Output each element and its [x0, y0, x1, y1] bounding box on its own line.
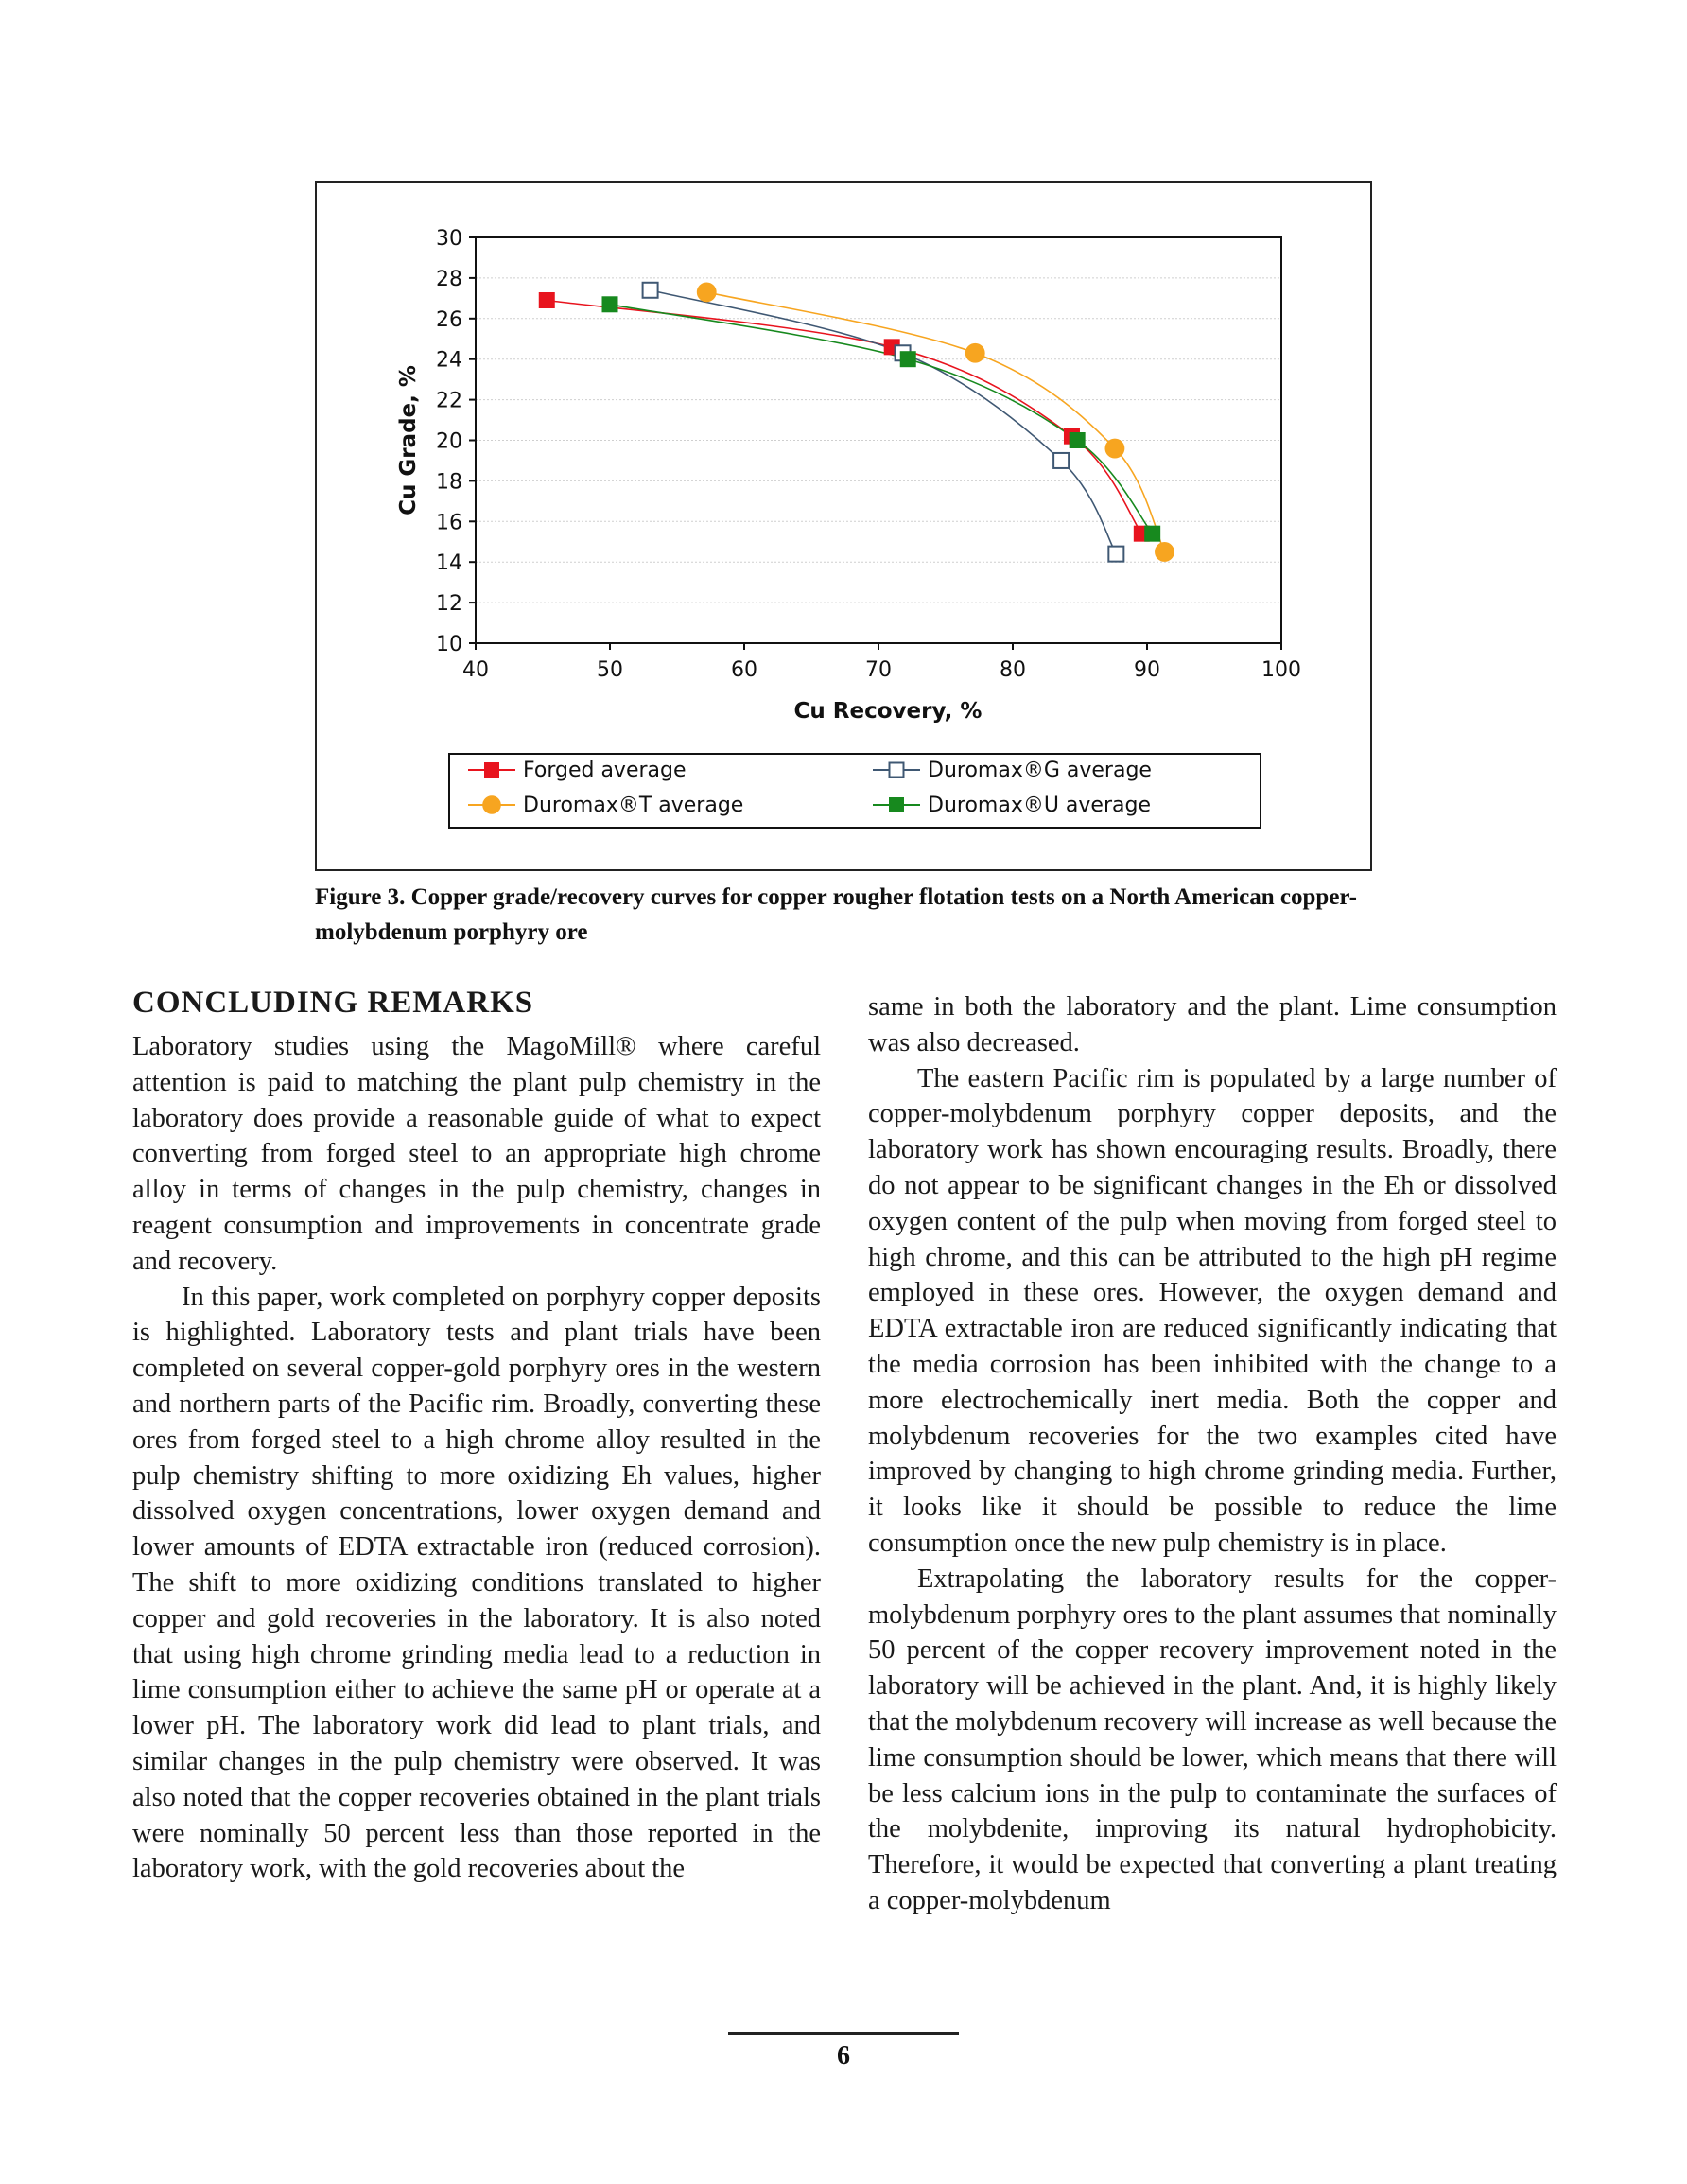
data-point	[1105, 439, 1124, 458]
legend-label: Duromax®U average	[928, 794, 1151, 817]
legend-marker	[890, 763, 904, 778]
left-column	[132, 984, 821, 1887]
data-point	[1108, 547, 1123, 562]
y-axis-label: Cu Grade, %	[396, 365, 421, 515]
figure-3	[315, 181, 1372, 871]
x-tick-label: 100	[1261, 658, 1301, 682]
footer-rule	[728, 2032, 959, 2035]
legend-marker	[483, 796, 501, 814]
x-axis-label: Cu Recovery, %	[793, 699, 983, 724]
x-tick-label: 40	[462, 658, 489, 682]
series-line	[610, 305, 1153, 533]
x-tick-label: 70	[865, 658, 892, 682]
paragraph: Laboratory studies using the MagoMill® where careful attention is paid to matching the plant pulp chemistry in the laboratory does provide a reasonable guide of what to expect converting from forged steel to an appropriate high chrome alloy in terms of changes in the pulp chemistry, changes in reagent consumption and improvements in concentrate grade and recovery.	[132, 1032, 821, 1276]
y-tick-label: 16	[436, 511, 462, 535]
paragraph: same in both the laboratory and the plant. Lime consumption was also decreased.	[868, 992, 1557, 1057]
y-tick-label: 28	[436, 267, 462, 291]
data-point	[602, 297, 617, 312]
y-tick-label: 26	[436, 307, 462, 332]
data-point	[643, 283, 658, 298]
grade-recovery-chart	[317, 183, 1370, 869]
series-line	[651, 290, 1117, 554]
x-tick-label: 60	[731, 658, 757, 682]
data-point	[965, 343, 984, 362]
y-tick-label: 18	[436, 470, 462, 495]
x-tick-label: 50	[597, 658, 623, 682]
x-tick-label: 80	[1000, 658, 1026, 682]
figure-caption: Figure 3. Copper grade/recovery curves for copper rougher flotation tests on a North American copper-molybdenum porphyry ore	[315, 884, 1357, 945]
legend-label: Forged average	[523, 759, 687, 782]
paragraph: Extrapolating the laboratory results for the copper-molybdenum porphyry ores to the plant assumes that nominally 50 percent of the copper recovery improvement noted in the laboratory will be achieved in the plant. And, it is highly likely that the molybdenum recovery will increase as well because the lime consumption should be lower, which means that there will be less calcium ions in the pulp to contaminate the surfaces of the molybdenite, improving its natural hydrophobicity. Therefore, it would be expected that converting a plant treating a copper-molybdenum	[868, 1564, 1557, 1915]
data-point	[1145, 526, 1160, 541]
y-tick-label: 22	[436, 389, 462, 413]
data-point	[900, 352, 915, 367]
section-heading: CONCLUDING REMARKS	[132, 986, 534, 1020]
right-column	[868, 989, 1557, 1919]
data-point	[1070, 433, 1085, 448]
data-point	[539, 292, 554, 307]
paragraph: In this paper, work completed on porphyry copper deposits is highlighted. Laboratory tests and plant trials have been completed on several copper-gold porphyry ores in the western and northern parts of the Pacific rim. Broadly, converting these ores from forged steel to a high chrome alloy resulted in the pulp chemistry shifting to more oxidizing Eh values, higher dissolved oxygen concentrations, lower oxygen demand and lower amounts of EDTA extractable iron (reduced corrosion). The shift to more oxidizing conditions translated to higher copper and gold recoveries in the laboratory. It is also noted that using high chrome grinding media lead to a reduction in lime consumption either to achieve the same pH or operate at a lower pH. The laboratory work did lead to plant trials, and similar changes in the pulp chemistry were observed. It was also noted that the copper recoveries obtained in the plant trials were nominally 50 percent less than those reported in the laboratory work, with the gold recoveries about the	[132, 1282, 821, 1884]
y-tick-label: 30	[436, 227, 462, 251]
series-line	[547, 300, 1141, 533]
data-point	[1156, 543, 1174, 562]
paragraph: The eastern Pacific rim is populated by a large number of copper-molybdenum porphyry copper deposits, and the laboratory work has shown encouraging results. Broadly, there do not appear to be significant changes in the Eh or dissolved oxygen content of the pulp when moving from forged steel to high chrome, and this can be attributed to the high pH regime employed in these ores. However, the oxygen demand and EDTA extractable iron are reduced significantly indicating that the media corrosion has been inhibited with the change to a more electrochemically inert media. Both the copper and molybdenum recoveries for the two examples cited have improved by changing to high chrome grinding media. Further, it looks like it should be possible to reduce the lime consumption once the new pulp chemistry is in place.	[868, 1063, 1557, 1558]
page-number: 6	[837, 2041, 850, 2070]
y-tick-label: 20	[436, 429, 462, 454]
x-tick-label: 90	[1134, 658, 1160, 682]
data-point	[697, 283, 716, 302]
y-tick-label: 12	[436, 592, 462, 617]
y-tick-label: 24	[436, 348, 462, 373]
legend-marker	[890, 798, 904, 812]
y-tick-label: 14	[436, 551, 462, 576]
y-tick-label: 10	[436, 633, 462, 656]
legend-marker	[485, 763, 499, 778]
legend-label: Duromax®T average	[523, 794, 744, 817]
data-point	[1053, 453, 1069, 468]
legend-label: Duromax®G average	[928, 759, 1152, 782]
